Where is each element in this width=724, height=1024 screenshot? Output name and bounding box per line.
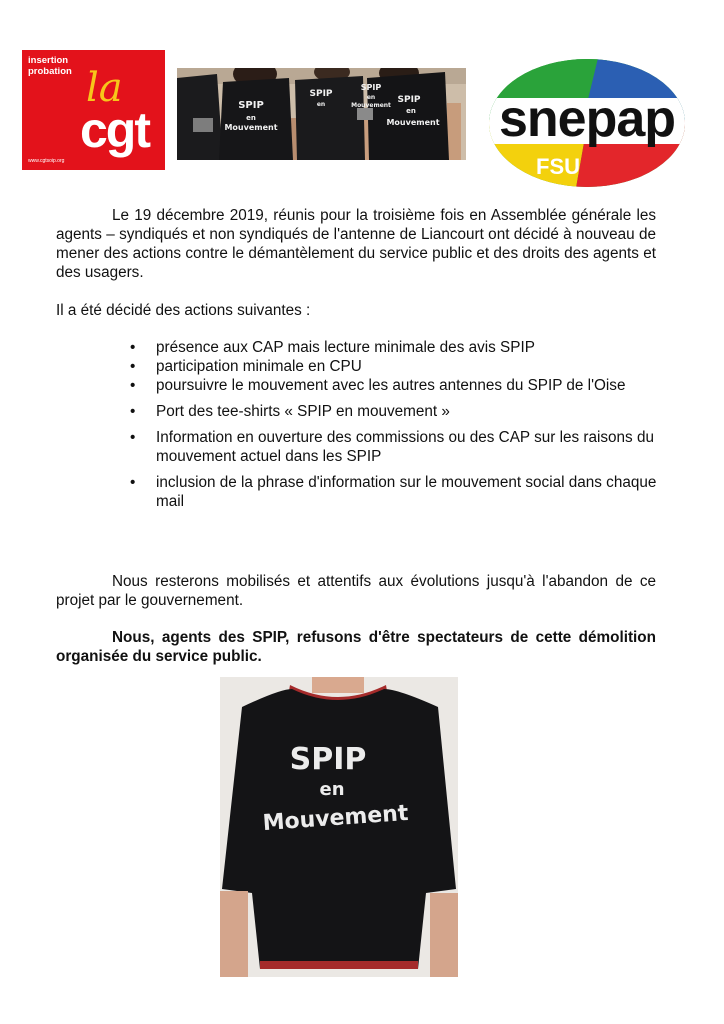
snepap-logo-fsu: FSU xyxy=(536,154,580,179)
top-photo-shirt-1-line3: Mouvement xyxy=(224,123,278,132)
cgt-logo-website: www.cgtsoip.org xyxy=(28,158,65,164)
bottom-photo-tshirt xyxy=(220,677,458,977)
intro-paragraph: Le 19 décembre 2019, réunis pour la troisième fois en Assemblée générale les agents – syndiqués et non syndiqués de l'antenne de Liancourt ont décidé à nouveau de mener des actions contre le démantèlement du service public et des droits des agents et des usagers. xyxy=(56,207,656,281)
list-item: • poursuivre le mouvement avec les autres antennes du SPIP de l'Oise xyxy=(130,376,657,395)
closing-statement: Nous, agents des SPIP, refusons d'être spectateurs de cette démolition organisée du service public. xyxy=(56,629,656,665)
top-photo-shirt-3-line3: Mouvement xyxy=(351,102,391,109)
cgt-logo-wordmark: cgt xyxy=(80,102,149,158)
top-photo-shirt-2-line1: SPIP xyxy=(309,89,333,99)
top-photo-shirt-1-line2: en xyxy=(246,114,256,122)
list-item: • présence aux CAP mais lecture minimale des avis SPIP xyxy=(130,338,657,357)
actions-list xyxy=(130,338,657,511)
list-item: • participation minimale en CPU xyxy=(130,357,657,376)
snepap-logo xyxy=(488,58,686,188)
cgt-logo-line2: probation xyxy=(28,66,72,77)
bottom-photo-drawing xyxy=(220,677,458,977)
cgt-logo-subtitle xyxy=(28,55,72,77)
top-photo-shirt-3-line2: en xyxy=(366,94,376,101)
top-photo-shirt-4-line1: SPIP xyxy=(397,95,421,105)
mobilisation-paragraph: Nous resterons mobilisés et attentifs aux évolutions jusqu'à l'abandon de ce projet par le gouvernement. xyxy=(56,573,656,609)
top-photo-tshirts xyxy=(177,68,466,160)
cgt-logo-la: la xyxy=(86,65,123,111)
actions-intro: Il a été décidé des actions suivantes : xyxy=(56,302,311,319)
list-item: • inclusion de la phrase d'information sur le mouvement social dans chaque mail xyxy=(130,473,657,511)
top-photo-drawing xyxy=(177,68,466,160)
bottom-photo-shirt-line3: Mouvement xyxy=(261,800,410,837)
top-photo-shirt-1-line1: SPIP xyxy=(238,100,264,111)
snepap-logo-wordmark: snepap xyxy=(498,90,676,148)
top-photo-shirt-3-line1: SPIP xyxy=(360,83,382,92)
list-item: • Port des tee-shirts « SPIP en mouvement » xyxy=(130,402,657,421)
cgt-logo xyxy=(22,50,165,170)
cgt-logo-line1: insertion xyxy=(28,55,69,66)
top-photo-shirt-4-line2: en xyxy=(406,107,416,115)
list-item: • Information en ouverture des commissions ou des CAP sur les raisons du mouvement actuel dans les SPIP xyxy=(130,428,657,466)
snepap-logo-drawing xyxy=(488,58,686,188)
bottom-photo-shirt-line1: SPIP xyxy=(289,742,367,777)
top-photo-shirt-4-line3: Mouvement xyxy=(386,118,440,127)
bottom-photo-shirt-line2: en xyxy=(319,779,345,800)
top-photo-shirt-2-line2: en xyxy=(316,101,326,108)
